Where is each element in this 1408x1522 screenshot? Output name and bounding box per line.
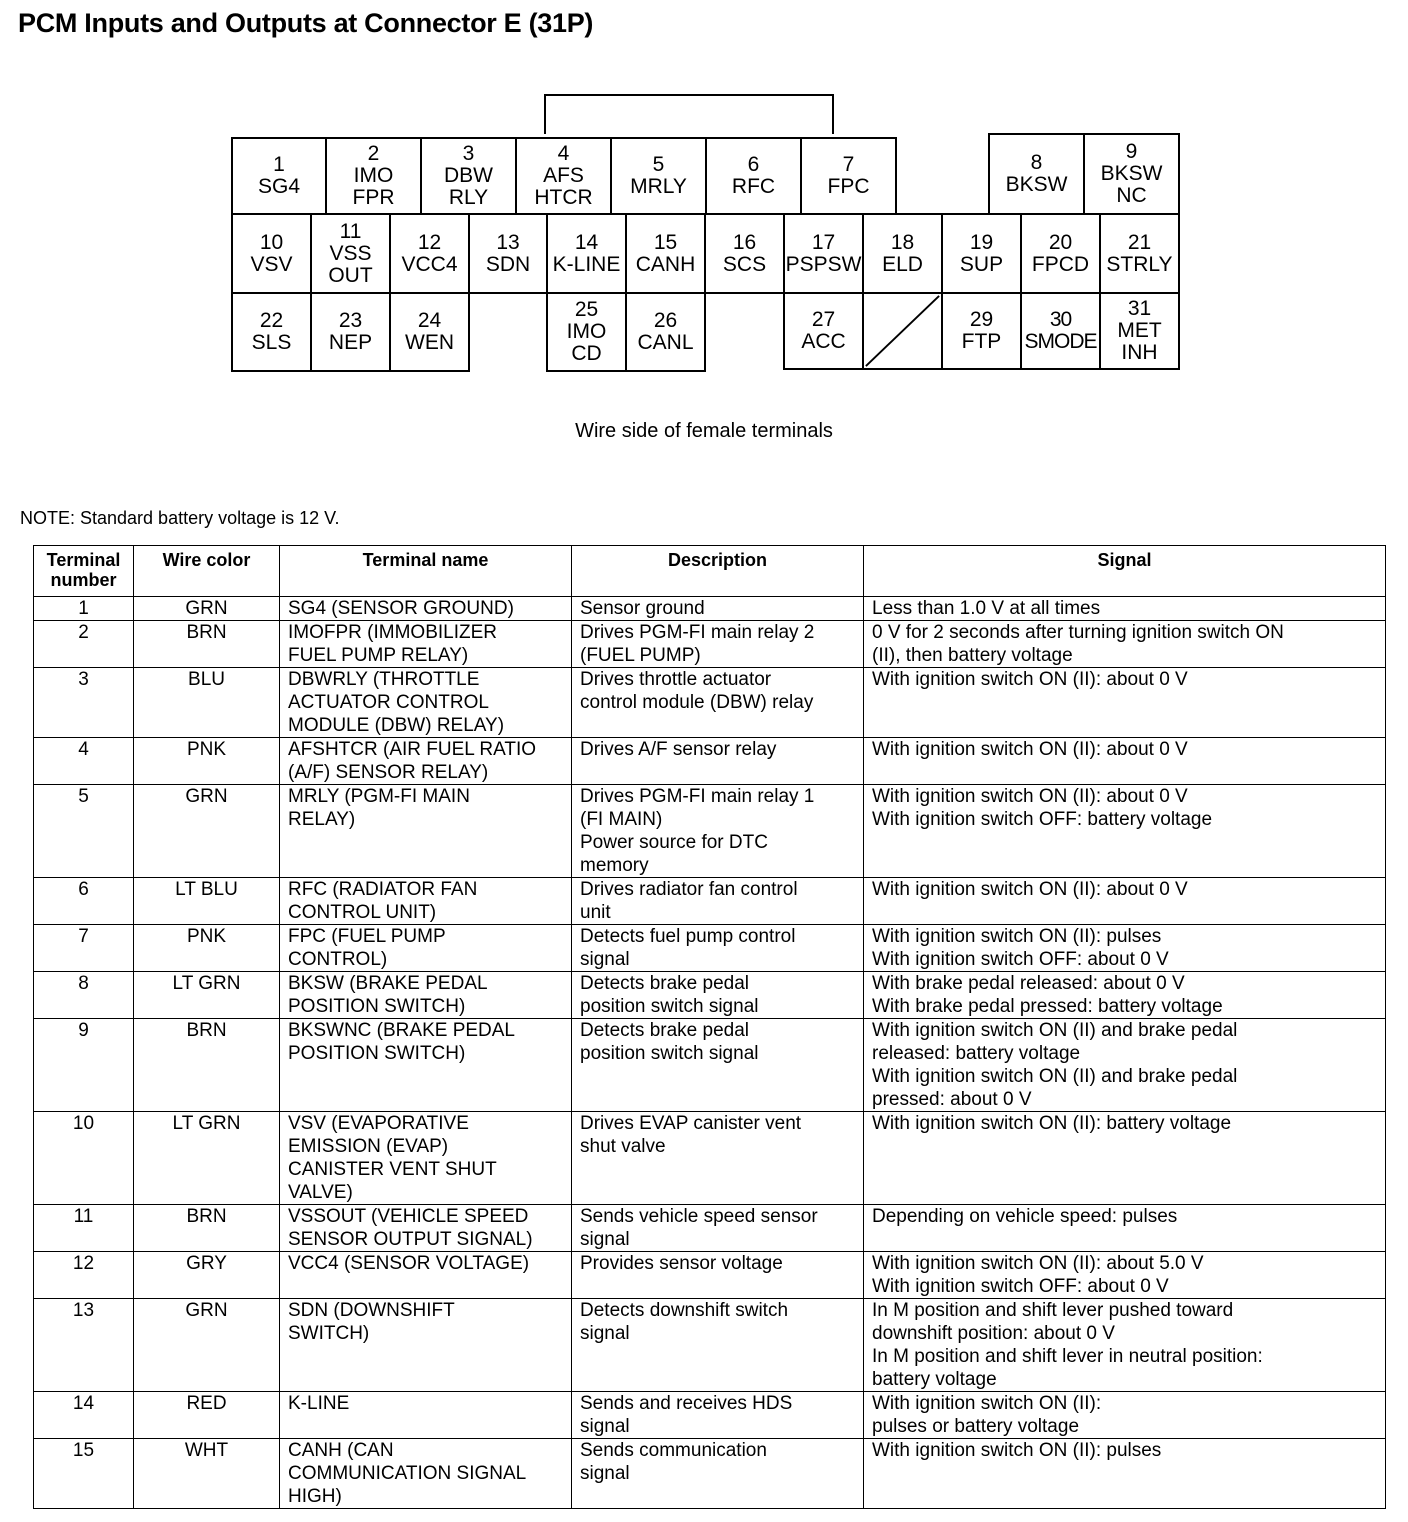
- wire-color-cell: GRN: [134, 1299, 280, 1392]
- wire-color-cell: BLU: [134, 668, 280, 738]
- table-row: [34, 925, 1386, 972]
- wire-color-cell: GRY: [134, 1252, 280, 1299]
- description-cell: Detects downshift switch signal: [572, 1299, 864, 1392]
- wire-color-cell: GRN: [134, 597, 280, 621]
- signal-cell: With ignition switch ON (II) and brake pedal released: battery voltage With ignition switch ON (II) and brake pedal pressed: about 0 V: [864, 1019, 1386, 1112]
- table-row: [34, 785, 1386, 878]
- wire-color-cell: GRN: [134, 785, 280, 878]
- terminal-number: 6: [747, 153, 760, 176]
- signal-cell: With ignition switch ON (II): battery voltage: [864, 1112, 1386, 1205]
- terminal-label: WEN: [405, 331, 454, 354]
- terminal-number: 22: [259, 309, 284, 332]
- description-cell: Drives PGM-FI main relay 1 (FI MAIN) Power source for DTC memory: [572, 785, 864, 878]
- terminal-name-cell: BKSWNC (BRAKE PEDAL POSITION SWITCH): [280, 1019, 572, 1112]
- signal-cell: With ignition switch ON (II): about 5.0 V With ignition switch OFF: about 0 V: [864, 1252, 1386, 1299]
- terminal-4: [515, 137, 612, 215]
- terminal-label: DBW RLY: [444, 164, 493, 209]
- terminal-name-cell: VSSOUT (VEHICLE SPEED SENSOR OUTPUT SIGNAL): [280, 1205, 572, 1252]
- connector-caption: Wire side of female terminals: [575, 420, 833, 442]
- terminal-number-cell: 4: [34, 738, 134, 785]
- signal-cell: With ignition switch ON (II): about 0 V: [864, 878, 1386, 925]
- terminal-label: CANL: [637, 331, 694, 354]
- terminal-3: [420, 137, 517, 215]
- terminal-15: [625, 213, 706, 294]
- terminal-18: [862, 213, 943, 294]
- description-cell: Sends communication signal: [572, 1439, 864, 1509]
- terminal-label: BKSW NC: [1100, 162, 1163, 207]
- terminal-number-cell: 14: [34, 1392, 134, 1439]
- terminal-label: IMO FPR: [352, 164, 395, 209]
- page-title: PCM Inputs and Outputs at Connector E (31P): [18, 8, 594, 38]
- terminal-number: 20: [1048, 230, 1073, 254]
- table-row: [34, 621, 1386, 668]
- table-row: [34, 1439, 1386, 1509]
- terminal-number-cell: 13: [34, 1299, 134, 1392]
- terminal-number: 17: [811, 230, 836, 254]
- signal-cell: Less than 1.0 V at all times: [864, 597, 1386, 621]
- terminal-number: 16: [732, 230, 757, 254]
- connector-diagram: [0, 0, 1408, 400]
- terminal-name-cell: SG4 (SENSOR GROUND): [280, 597, 572, 621]
- terminal-24: [389, 292, 470, 372]
- unused-slash-icon: [864, 294, 941, 368]
- battery-note: NOTE: Standard battery voltage is 12 V.: [20, 508, 340, 528]
- terminal-22: [231, 292, 312, 372]
- terminal-23: [310, 292, 391, 372]
- signal-cell: With ignition switch ON (II): pulses: [864, 1439, 1386, 1509]
- terminal-number: 15: [653, 230, 678, 254]
- terminal-number: 8: [1030, 151, 1043, 174]
- terminal-2: [325, 137, 422, 215]
- table-row: [34, 972, 1386, 1019]
- terminal-name-cell: VSV (EVAPORATIVE EMISSION (EVAP) CANISTER VENT SHUT VALVE): [280, 1112, 572, 1205]
- description-cell: Sensor ground: [572, 597, 864, 621]
- terminal-label: FPCD: [1031, 252, 1090, 276]
- terminal-name-cell: BKSW (BRAKE PEDAL POSITION SWITCH): [280, 972, 572, 1019]
- terminal-label: VCC4: [401, 252, 458, 276]
- terminal-26: [625, 292, 706, 372]
- terminal-number: 30: [1049, 308, 1072, 331]
- table-row: [34, 1299, 1386, 1392]
- terminal-number: 3: [462, 142, 475, 165]
- terminal-number: 19: [969, 230, 994, 254]
- terminal-7: [800, 137, 897, 215]
- terminal-label: K-LINE: [552, 252, 621, 276]
- terminal-number: 12: [417, 230, 442, 254]
- wire-color-cell: RED: [134, 1392, 280, 1439]
- terminal-19: [941, 213, 1022, 294]
- terminal-label: SMODE: [1024, 330, 1097, 353]
- terminal-label: NEP: [328, 331, 373, 354]
- terminal-5: [610, 137, 707, 215]
- terminal-name-cell: FPC (FUEL PUMP CONTROL): [280, 925, 572, 972]
- terminal-label: SUP: [959, 252, 1004, 276]
- terminal-label: MRLY: [630, 175, 687, 198]
- terminal-label: STRLY: [1106, 252, 1173, 276]
- wire-color-cell: PNK: [134, 925, 280, 972]
- terminal-number-cell: 6: [34, 878, 134, 925]
- terminal-number: 29: [969, 308, 994, 331]
- header-description: Description: [572, 546, 864, 597]
- terminal-number-cell: 7: [34, 925, 134, 972]
- terminal-21: [1099, 213, 1180, 294]
- terminal-12: [389, 213, 470, 294]
- terminal-17: [783, 213, 864, 294]
- table-row: [34, 1205, 1386, 1252]
- header-wire-color: Wire color: [134, 546, 280, 597]
- description-cell: Sends vehicle speed sensor signal: [572, 1205, 864, 1252]
- terminal-name-cell: RFC (RADIATOR FAN CONTROL UNIT): [280, 878, 572, 925]
- terminal-20: [1020, 213, 1101, 294]
- terminal-25: [546, 292, 627, 372]
- description-cell: Detects brake pedal position switch signal: [572, 1019, 864, 1112]
- terminal-name-cell: VCC4 (SENSOR VOLTAGE): [280, 1252, 572, 1299]
- signal-cell: In M position and shift lever pushed toward downshift position: about 0 V In M position and shift lever in neutral position: battery voltage: [864, 1299, 1386, 1392]
- signal-cell: With ignition switch ON (II): pulses or battery voltage: [864, 1392, 1386, 1439]
- signal-cell: With ignition switch ON (II): about 0 V With ignition switch OFF: battery voltage: [864, 785, 1386, 878]
- terminal-number: 23: [338, 309, 363, 332]
- table-row: [34, 878, 1386, 925]
- terminal-14: [546, 213, 627, 294]
- description-cell: Sends and receives HDS signal: [572, 1392, 864, 1439]
- description-cell: Drives EVAP canister vent shut valve: [572, 1112, 864, 1205]
- terminal-27: [783, 292, 864, 370]
- terminal-31: [1099, 292, 1180, 370]
- terminal-number: 14: [574, 230, 599, 254]
- header-terminal-number: Terminal number: [34, 546, 134, 597]
- terminal-number: 5: [652, 153, 665, 176]
- terminal-number: 1: [273, 153, 285, 176]
- terminal-number: 9: [1125, 140, 1138, 163]
- terminal-label: SCS: [722, 252, 767, 276]
- table-row: [34, 1392, 1386, 1439]
- terminal-8: [988, 133, 1085, 215]
- signal-cell: 0 V for 2 seconds after turning ignition switch ON (II), then battery voltage: [864, 621, 1386, 668]
- terminal-number-cell: 8: [34, 972, 134, 1019]
- terminal-number: 18: [890, 230, 915, 254]
- terminal-label: SDN: [485, 252, 531, 276]
- terminal-13: [468, 213, 548, 294]
- terminal-label: FPC: [827, 175, 870, 198]
- signal-cell: With ignition switch ON (II): about 0 V: [864, 738, 1386, 785]
- terminal-number: 7: [842, 153, 855, 176]
- table-row: [34, 1112, 1386, 1205]
- terminal-number-cell: 10: [34, 1112, 134, 1205]
- description-cell: Detects fuel pump control signal: [572, 925, 864, 972]
- terminal-number: 13: [496, 230, 520, 254]
- terminal-11: [310, 213, 391, 294]
- terminal-label: SG4: [257, 175, 301, 198]
- terminal-number: 26: [653, 309, 678, 332]
- wire-color-cell: PNK: [134, 738, 280, 785]
- terminal-number: 25: [574, 298, 599, 321]
- header-signal: Signal: [864, 546, 1386, 597]
- signal-cell: With ignition switch ON (II): pulses With ignition switch OFF: about 0 V: [864, 925, 1386, 972]
- terminal-label: ELD: [882, 252, 923, 276]
- terminal-label: RFC: [731, 175, 776, 198]
- wire-color-cell: LT GRN: [134, 1112, 280, 1205]
- terminal-table: [33, 545, 1386, 1509]
- table-row: [34, 668, 1386, 738]
- table-row: [34, 597, 1386, 621]
- terminal-30: [1020, 292, 1101, 370]
- terminal-label: ACC: [801, 330, 846, 353]
- table-header-row: [34, 546, 1386, 597]
- signal-cell: With ignition switch ON (II): about 0 V: [864, 668, 1386, 738]
- terminal-6: [705, 137, 802, 215]
- header-terminal-name: Terminal name: [280, 546, 572, 597]
- terminal-label: VSV: [250, 252, 293, 276]
- terminal-number: 10: [259, 230, 284, 254]
- terminal-number-cell: 15: [34, 1439, 134, 1509]
- table-row: [34, 738, 1386, 785]
- terminal-name-cell: MRLY (PGM-FI MAIN RELAY): [280, 785, 572, 878]
- terminal-number-cell: 1: [34, 597, 134, 621]
- terminal-number: 11: [339, 219, 362, 243]
- terminal-number: 27: [811, 308, 836, 331]
- table-row: [34, 1019, 1386, 1112]
- description-cell: Drives radiator fan control unit: [572, 878, 864, 925]
- terminal-name-cell: AFSHTCR (AIR FUEL RATIO (A/F) SENSOR RELAY): [280, 738, 572, 785]
- terminal-number-cell: 2: [34, 621, 134, 668]
- terminal-name-cell: SDN (DOWNSHIFT SWITCH): [280, 1299, 572, 1392]
- terminal-number: 2: [367, 142, 380, 165]
- wire-color-cell: BRN: [134, 621, 280, 668]
- terminal-10: [231, 213, 312, 294]
- terminal-label: CANH: [635, 252, 696, 276]
- terminal-16: [704, 213, 785, 294]
- signal-cell: With brake pedal released: about 0 V With brake pedal pressed: battery voltage: [864, 972, 1386, 1019]
- terminal-name-cell: CANH (CAN COMMUNICATION SIGNAL HIGH): [280, 1439, 572, 1509]
- description-cell: Drives throttle actuator control module (DBW) relay: [572, 668, 864, 738]
- terminal-number: 4: [557, 142, 570, 165]
- terminal-name-cell: DBWRLY (THROTTLE ACTUATOR CONTROL MODULE (DBW) RELAY): [280, 668, 572, 738]
- table-row: [34, 1252, 1386, 1299]
- terminal-number-cell: 12: [34, 1252, 134, 1299]
- description-cell: Detects brake pedal position switch signal: [572, 972, 864, 1019]
- terminal-label: MET INH: [1117, 319, 1162, 364]
- signal-cell: Depending on vehicle speed: pulses: [864, 1205, 1386, 1252]
- terminal-label: BKSW: [1005, 173, 1068, 196]
- terminal-name-cell: K-LINE: [280, 1392, 572, 1439]
- terminal-label: IMO CD: [566, 320, 607, 365]
- wire-color-cell: LT BLU: [134, 878, 280, 925]
- terminal-number-cell: 9: [34, 1019, 134, 1112]
- wire-color-cell: LT GRN: [134, 972, 280, 1019]
- terminal-number: 24: [417, 309, 442, 332]
- terminal-number-cell: 11: [34, 1205, 134, 1252]
- terminal-label: AFS HTCR: [534, 164, 593, 209]
- terminal-number-cell: 5: [34, 785, 134, 878]
- terminal-number: 21: [1127, 230, 1152, 254]
- terminal-1: [231, 137, 327, 215]
- terminal-label: VSS OUT: [328, 241, 373, 287]
- terminal-29: [941, 292, 1022, 370]
- terminal-9: [1083, 133, 1180, 215]
- description-cell: Drives A/F sensor relay: [572, 738, 864, 785]
- connector-latch: [544, 94, 834, 134]
- description-cell: Provides sensor voltage: [572, 1252, 864, 1299]
- terminal-number-cell: 3: [34, 668, 134, 738]
- wire-color-cell: WHT: [134, 1439, 280, 1509]
- terminal-28-unused: [862, 292, 943, 370]
- terminal-label: FTP: [961, 330, 1002, 353]
- wire-color-cell: BRN: [134, 1019, 280, 1112]
- terminal-label: PSPSW: [785, 252, 862, 276]
- wire-color-cell: BRN: [134, 1205, 280, 1252]
- description-cell: Drives PGM-FI main relay 2 (FUEL PUMP): [572, 621, 864, 668]
- terminal-number: 31: [1127, 297, 1152, 320]
- terminal-label: SLS: [251, 331, 292, 354]
- terminal-name-cell: IMOFPR (IMMOBILIZER FUEL PUMP RELAY): [280, 621, 572, 668]
